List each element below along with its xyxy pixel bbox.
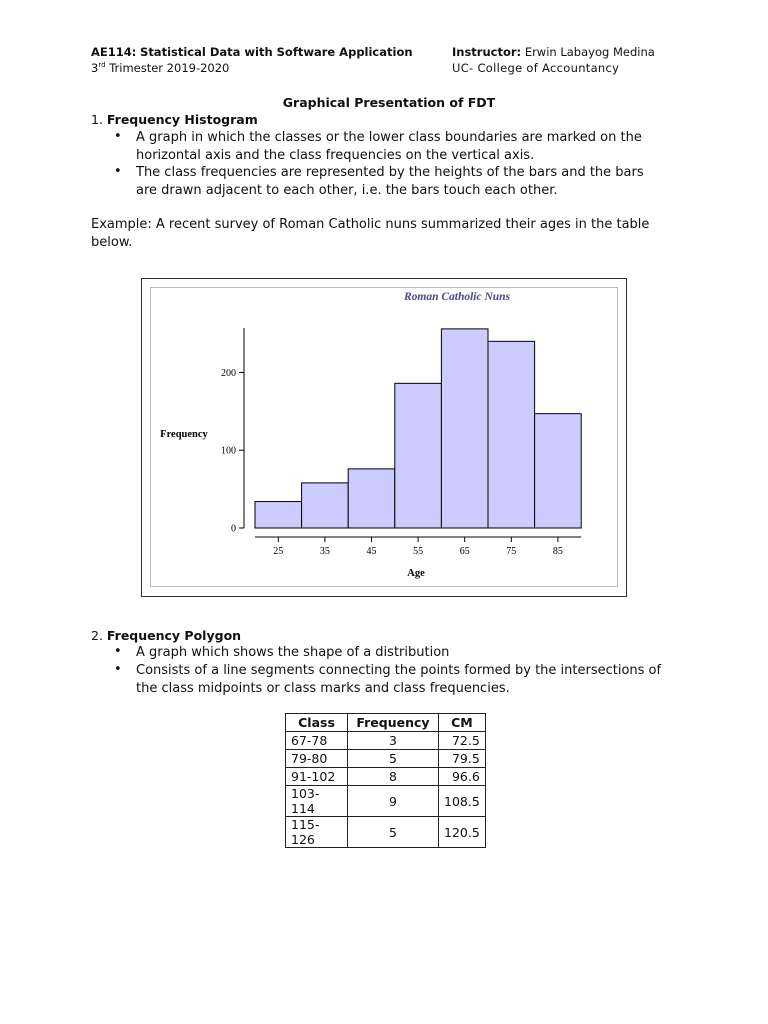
x-tick-label: 55 xyxy=(413,546,424,557)
frequency-cell: 5 xyxy=(348,817,439,848)
instructor-name: Erwin Labayog Medina xyxy=(524,45,655,59)
bullet-line: The class frequencies are represented by the heights of the bars and the bars xyxy=(136,165,644,180)
x-tick-label: 85 xyxy=(552,546,563,557)
course-title: Statistical Data with Software Application xyxy=(140,45,413,59)
cm-cell: 108.5 xyxy=(439,786,486,817)
y-tick-label: 100 xyxy=(221,445,236,457)
class-cell: 91-102 xyxy=(286,768,348,786)
x-tick-label: 25 xyxy=(273,546,284,557)
class-cell: 79-80 xyxy=(286,750,348,768)
section1-number: 1. xyxy=(91,112,103,127)
section2-heading xyxy=(91,628,241,643)
table-row xyxy=(286,768,486,786)
frequency-cell: 3 xyxy=(348,732,439,750)
bullet-icon: • xyxy=(114,164,122,179)
section1-bullet-2 xyxy=(136,164,644,199)
bullet-icon: • xyxy=(114,662,122,677)
course-line xyxy=(91,45,413,59)
college-name: UC- College of Accountancy xyxy=(452,61,620,75)
term-superscript: rd xyxy=(98,61,106,70)
class-cell: 103-114 xyxy=(286,786,348,817)
class-cell: 115-126 xyxy=(286,817,348,848)
table-row xyxy=(286,750,486,768)
section2-bullet-1 xyxy=(136,644,449,662)
bullet-line: A graph which shows the shape of a distribution xyxy=(136,645,450,660)
x-tick-label: 65 xyxy=(459,546,470,557)
section1-bullet-1 xyxy=(136,129,642,164)
cm-cell: 79.5 xyxy=(439,750,486,768)
bullet-line: are drawn adjacent to each other, i.e. the bars touch each other. xyxy=(136,182,558,198)
section2-number: 2. xyxy=(91,628,103,643)
frequency-cell: 5 xyxy=(348,750,439,768)
section1-heading xyxy=(91,112,258,127)
frequency-cell: 9 xyxy=(348,786,439,817)
table-header-row xyxy=(286,714,486,732)
example-line: below. xyxy=(91,234,133,250)
frequency-cell: 8 xyxy=(348,768,439,786)
column-header-class: Class xyxy=(286,714,348,732)
histogram-bar xyxy=(395,383,442,528)
table-row xyxy=(286,817,486,848)
histogram-bar xyxy=(302,483,349,528)
y-tick-label: 200 xyxy=(221,367,236,379)
histogram-figure xyxy=(141,278,627,597)
bullet-line: horizontal axis and the class frequencies on the vertical axis. xyxy=(136,147,535,163)
y-axis-label: Frequency xyxy=(160,429,208,440)
bullet-icon: • xyxy=(114,644,122,659)
histogram-bar xyxy=(348,469,395,528)
table-row xyxy=(286,732,486,750)
x-tick-label: 35 xyxy=(319,546,330,557)
cm-cell: 120.5 xyxy=(439,817,486,848)
term-ordinal: 3 xyxy=(91,61,99,75)
example-line: Example: A recent survey of Roman Catholic nuns summarized their ages in the table xyxy=(91,217,650,232)
x-tick-label: 75 xyxy=(506,546,517,557)
instructor-label: Instructor: xyxy=(452,45,522,59)
course-code: AE114: xyxy=(91,45,137,59)
histogram-bar xyxy=(255,502,302,528)
section2-title: Frequency Polygon xyxy=(106,628,242,643)
instructor-line xyxy=(452,45,655,59)
section1-title: Frequency Histogram xyxy=(106,112,258,127)
cm-cell: 96.6 xyxy=(439,768,486,786)
table-row xyxy=(286,786,486,817)
bullet-line: the class midpoints or class marks and class frequencies. xyxy=(136,680,510,696)
x-tick-label: 45 xyxy=(366,546,377,557)
column-header-cm: CM xyxy=(439,714,486,732)
column-header-frequency: Frequency xyxy=(348,714,439,732)
histogram-bar xyxy=(535,414,582,528)
chart-title: Roman Catholic Nuns xyxy=(403,291,511,303)
term-line xyxy=(91,61,229,75)
section2-bullet-2 xyxy=(136,662,661,697)
class-cell: 67-78 xyxy=(286,732,348,750)
frequency-table xyxy=(285,713,486,848)
page-title: Graphical Presentation of FDT xyxy=(282,95,496,110)
bullet-line: Consists of a line segments connecting the points formed by the intersections of xyxy=(136,663,662,678)
cm-cell: 72.5 xyxy=(439,732,486,750)
x-axis-label: Age xyxy=(407,568,425,579)
bullet-line: A graph in which the classes or the lower class boundaries are marked on the xyxy=(136,130,642,145)
bullet-icon: • xyxy=(114,129,122,144)
example-paragraph xyxy=(91,216,649,251)
histogram-chart xyxy=(141,278,627,597)
histogram-bar xyxy=(441,329,488,528)
term-text: Trimester 2019-2020 xyxy=(109,61,230,75)
histogram-bar xyxy=(488,341,535,528)
y-tick-label: 0 xyxy=(231,523,236,535)
